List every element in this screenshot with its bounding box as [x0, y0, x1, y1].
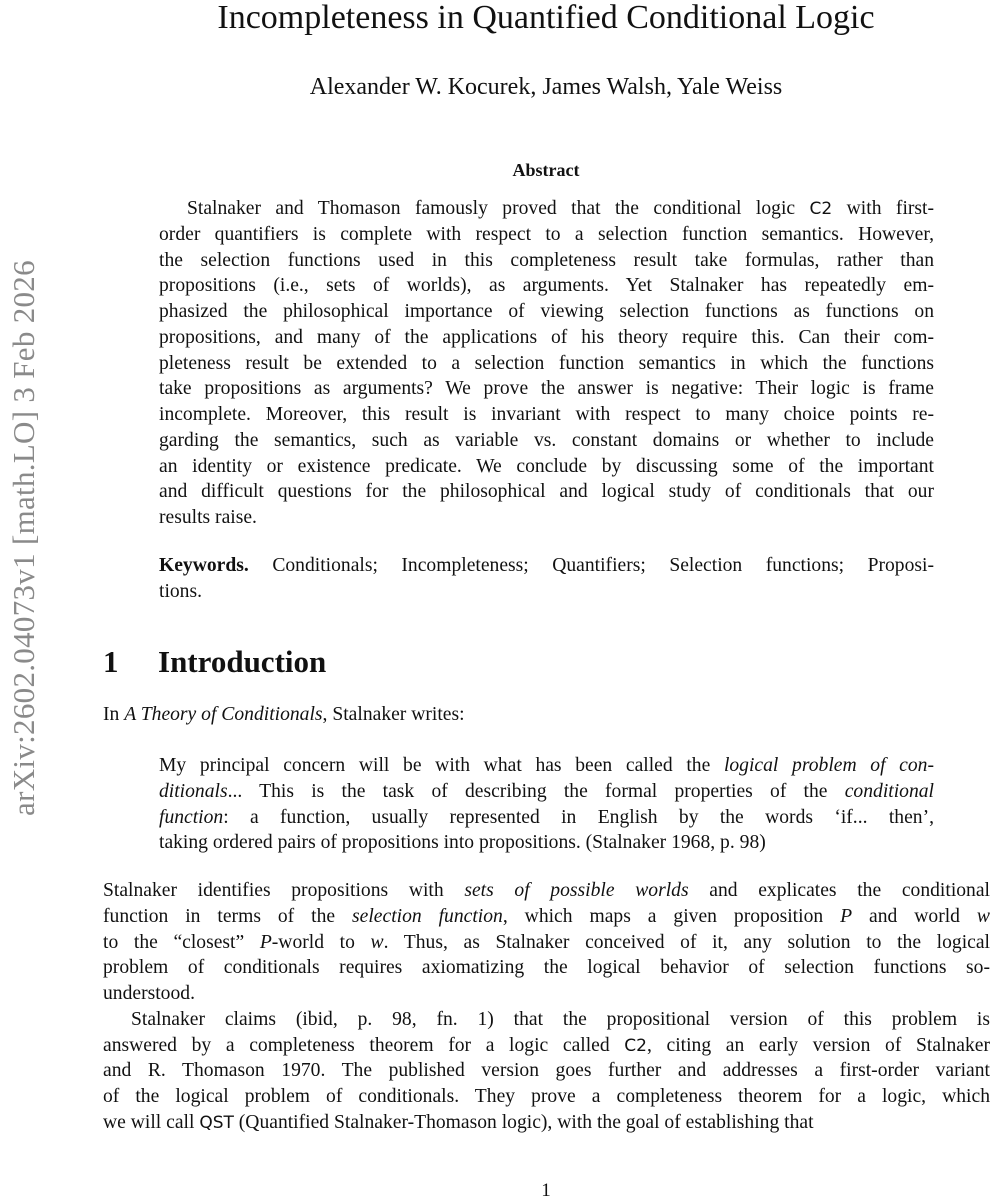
- text-run: and difficult questions for the philosophical and logical study of conditionals that our: [159, 481, 934, 503]
- text-run: the selection functions used in this completeness result take formulas, rather than: [159, 249, 934, 271]
- emphasis-text: P: [840, 905, 853, 927]
- text-line: [159, 196, 934, 222]
- page-number: 1: [541, 1180, 551, 1201]
- section-title: Introduction: [158, 644, 327, 679]
- bold-label: Keywords.: [159, 555, 249, 576]
- text-line: [103, 702, 990, 728]
- text-line: [103, 1084, 990, 1110]
- arxiv-identifier-stamp: arXiv:2602.04073v1 [math.LO] 3 Feb 2026: [6, 260, 41, 816]
- intro-paragraph: [103, 702, 990, 728]
- text-run: order quantifiers is complete with respect to a selection function semantics. However,: [159, 223, 934, 245]
- text-run: Stalnaker claims (ibid, p. 98, fn. 1) that the propositional version of this problem is: [131, 1008, 990, 1030]
- text-run: Stalnaker identifies propositions with: [103, 880, 465, 901]
- block-quote: [159, 753, 934, 856]
- text-run: an identity or existence predicate. We conclude by discussing some of the important: [159, 455, 934, 477]
- text-run: results raise.: [159, 507, 257, 528]
- logic-name: C2: [809, 199, 833, 219]
- text-line: [103, 1033, 990, 1059]
- text-run: propositions, and many of the applications of his theory require this. Can their com-: [159, 326, 934, 348]
- text-line: [159, 753, 934, 779]
- emphasis-text: ditionals: [159, 780, 228, 802]
- text-run: pleteness result be extended to a selection function semantics in which the functions: [159, 352, 934, 374]
- text-run: propositions (i.e., sets of worlds), as arguments. Yet Stalnaker has repeatedly em-: [159, 275, 934, 297]
- text-line: [103, 930, 990, 956]
- text-run: (Quantified Stalnaker-Thomason logic), with the goal of establishing that: [233, 1111, 814, 1133]
- text-line: [103, 981, 990, 1007]
- text-run: ... This is the task of describing the formal properties of the: [227, 780, 845, 802]
- text-line: [159, 351, 934, 377]
- text-run: phasized the philosophical importance of viewing selection functions as functions on: [159, 301, 934, 322]
- text-line: [159, 248, 934, 274]
- text-run: incomplete. Moreover, this result is invariant with respect to many choice points re-: [159, 404, 934, 425]
- emphasis-text: logical problem of con-: [723, 755, 934, 776]
- text-line: [159, 299, 934, 325]
- text-run: to the “closest”: [103, 931, 260, 953]
- text-line: [159, 428, 934, 454]
- body-text: [103, 878, 990, 1136]
- emphasis-text: w: [370, 931, 384, 953]
- text-line: [159, 779, 934, 805]
- text-run: tions.: [159, 580, 203, 602]
- text-run: -world to: [271, 931, 371, 953]
- text-line: [159, 376, 934, 402]
- text-run: with first-: [832, 198, 935, 219]
- text-line: [159, 222, 934, 248]
- text-run: Stalnaker and Thomason famously proved that the conditional logic: [187, 198, 810, 219]
- text-run: taking ordered pairs of propositions into propositions. (Stalnaker 1968, p. 98): [159, 832, 766, 854]
- text-line: [159, 579, 934, 605]
- text-run: Conditionals; Incompleteness; Quantifiers; Selection functions; Proposi-: [248, 555, 934, 576]
- text-line: [159, 805, 934, 831]
- text-run: and world: [852, 905, 977, 927]
- section-number: 1: [103, 644, 119, 679]
- paper-title: Incompleteness in Quantified Conditional Logic: [217, 0, 875, 36]
- emphasis-text: P: [259, 931, 272, 953]
- text-run: , which maps a given proposition: [502, 905, 841, 927]
- text-line: [159, 553, 934, 579]
- emphasis-text: function: [159, 806, 224, 828]
- text-line: [159, 479, 934, 505]
- text-line: [159, 454, 934, 480]
- text-run: of the logical problem of conditionals. They prove a completeness theorem for a logic, which: [103, 1086, 990, 1107]
- text-line: [103, 878, 990, 904]
- logic-name: QST: [199, 1112, 234, 1133]
- text-run: , citing an early version of Stalnaker: [646, 1034, 990, 1056]
- emphasis-text: A Theory of Conditionals: [124, 704, 323, 725]
- text-run: problem of conditionals requires axiomatizing the logical behavior of selection functions so-: [103, 957, 990, 979]
- text-line: [159, 273, 934, 299]
- text-run: : a function, usually represented in English by the words ‘if... then’,: [223, 806, 934, 828]
- text-run: and explicates the conditional: [688, 880, 990, 901]
- text-run: . Thus, as Stalnaker conceived of it, any solution to the logical: [383, 931, 990, 953]
- text-run: we will call: [103, 1111, 200, 1133]
- text-line: [103, 1007, 990, 1033]
- text-run: My principal concern will be with what has been called the: [159, 755, 724, 776]
- text-line: [103, 1058, 990, 1084]
- emphasis-text: selection function: [352, 905, 503, 927]
- abstract-heading: Abstract: [512, 160, 580, 180]
- emphasis-text: conditional: [844, 780, 934, 802]
- text-run: and R. Thomason 1970. The published version goes further and addresses a first-order variant: [103, 1060, 990, 1082]
- text-run: function in terms of the: [103, 905, 353, 927]
- text-run: take propositions as arguments? We prove the answer is negative: Their logic is frame: [159, 378, 934, 400]
- emphasis-text: w: [976, 905, 990, 927]
- text-line: [159, 325, 934, 351]
- text-run: In: [103, 704, 125, 725]
- text-run: garding the semantics, such as variable vs. constant domains or whether to include: [159, 429, 934, 451]
- text-run: , Stalnaker writes:: [322, 704, 465, 725]
- keywords: [159, 553, 934, 605]
- text-line: [103, 904, 990, 930]
- text-run: answered by a completeness theorem for a logic called: [103, 1034, 625, 1056]
- abstract-body: [159, 196, 934, 531]
- paper-authors: Alexander W. Kocurek, James Walsh, Yale Weiss: [309, 74, 783, 100]
- text-line: [103, 1110, 990, 1136]
- logic-name: C2: [624, 1035, 647, 1056]
- text-line: [159, 830, 934, 856]
- text-line: [159, 505, 934, 531]
- text-line: [103, 955, 990, 981]
- emphasis-text: sets of possible worlds: [464, 880, 689, 901]
- text-line: [159, 402, 934, 428]
- text-run: understood.: [103, 983, 195, 1004]
- section-heading: [103, 644, 326, 680]
